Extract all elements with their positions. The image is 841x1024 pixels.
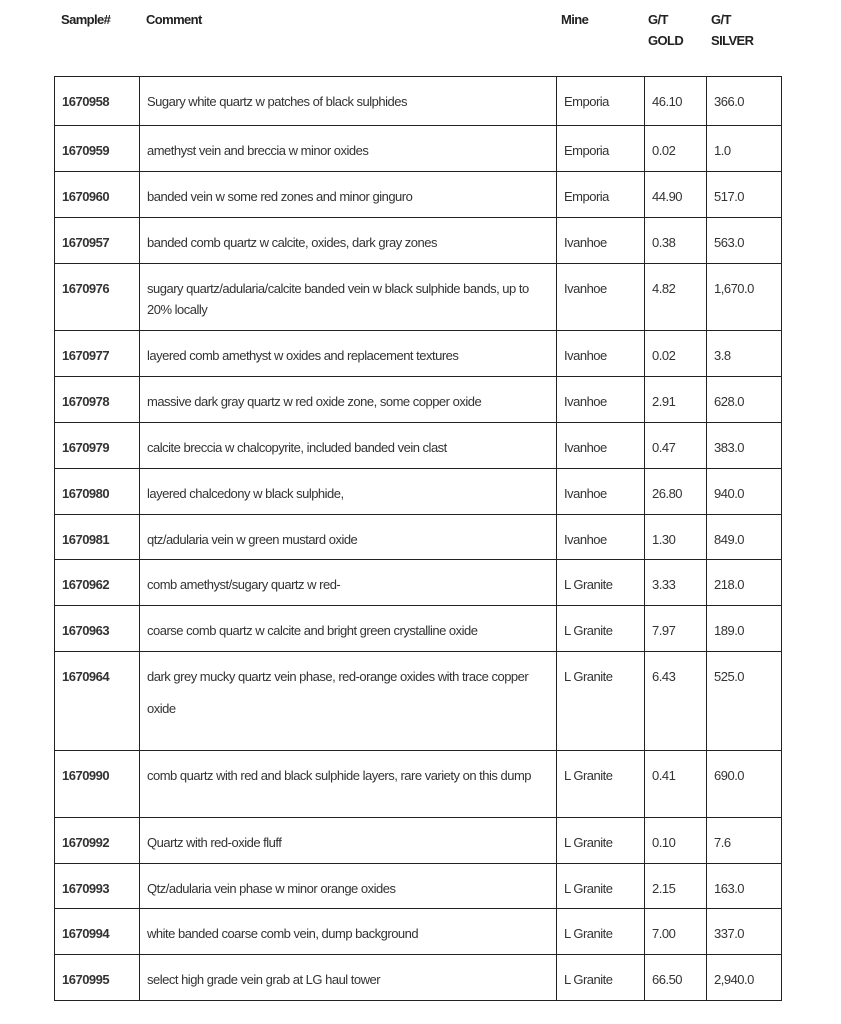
table-row xyxy=(55,909,782,955)
mine-cell: Emporia xyxy=(557,172,645,218)
silver-cell: 163.0 xyxy=(707,864,782,909)
table-row xyxy=(55,377,782,423)
comment-text: dark grey mucky quartz vein phase, red-orange oxides with trace copper xyxy=(147,669,529,684)
silver-cell: 563.0 xyxy=(707,218,782,264)
sample-cell: 1670993 xyxy=(55,864,140,909)
silver-cell: 2,940.0 xyxy=(707,955,782,1001)
silver-cell: 525.0 xyxy=(707,652,782,751)
silver-cell: 366.0 xyxy=(707,77,782,126)
sample-cell: 1670995 xyxy=(55,955,140,1001)
mine-cell: Ivanhoe xyxy=(557,218,645,264)
mine-cell: Ivanhoe xyxy=(557,515,645,560)
header-sample: Sample# xyxy=(61,12,111,27)
mine-cell: L Granite xyxy=(557,909,645,955)
silver-cell: 690.0 xyxy=(707,751,782,818)
mine-cell: Ivanhoe xyxy=(557,264,645,331)
table-row xyxy=(55,423,782,469)
table-row xyxy=(55,751,782,818)
comment-cell: sugary quartz/adularia/calcite banded vein w black sulphide bands, up to 20% locally xyxy=(140,264,557,331)
table-row xyxy=(55,606,782,652)
table-row xyxy=(55,264,782,331)
sample-cell: 1670979 xyxy=(55,423,140,469)
table-row xyxy=(55,218,782,264)
comment-cell: comb amethyst/sugary quartz w red- xyxy=(140,560,557,606)
mine-cell: Ivanhoe xyxy=(557,469,645,515)
comment-cell: coarse comb quartz w calcite and bright green crystalline oxide xyxy=(140,606,557,652)
silver-cell: 517.0 xyxy=(707,172,782,218)
gold-cell: 7.00 xyxy=(645,909,707,955)
mine-cell: L Granite xyxy=(557,751,645,818)
table-row xyxy=(55,77,782,126)
silver-cell: 940.0 xyxy=(707,469,782,515)
silver-cell: 189.0 xyxy=(707,606,782,652)
sample-cell: 1670958 xyxy=(55,77,140,126)
mine-cell: Emporia xyxy=(557,77,645,126)
comment-continuation: oxide xyxy=(147,701,176,716)
gold-cell: 0.47 xyxy=(645,423,707,469)
comment-cell: massive dark gray quartz w red oxide zone, some copper oxide xyxy=(140,377,557,423)
sample-cell: 1670960 xyxy=(55,172,140,218)
mine-cell: L Granite xyxy=(557,818,645,864)
gold-cell: 3.33 xyxy=(645,560,707,606)
comment-cell: qtz/adularia vein w green mustard oxide xyxy=(140,515,557,560)
gold-cell: 0.02 xyxy=(645,126,707,172)
silver-cell: 3.8 xyxy=(707,331,782,377)
sample-cell: 1670976 xyxy=(55,264,140,331)
gold-cell: 0.10 xyxy=(645,818,707,864)
sample-cell: 1670981 xyxy=(55,515,140,560)
header-gold xyxy=(648,9,683,51)
silver-cell: 383.0 xyxy=(707,423,782,469)
table-header xyxy=(0,0,841,76)
mine-cell: L Granite xyxy=(557,560,645,606)
header-gold-line1: G/T xyxy=(648,12,668,27)
gold-cell: 44.90 xyxy=(645,172,707,218)
comment-cell: banded comb quartz w calcite, oxides, dark gray zones xyxy=(140,218,557,264)
gold-cell: 6.43 xyxy=(645,652,707,751)
comment-cell: comb quartz with red and black sulphide layers, rare variety on this dump xyxy=(140,751,557,818)
mine-cell: L Granite xyxy=(557,606,645,652)
comment-cell: banded vein w some red zones and minor ginguro xyxy=(140,172,557,218)
header-gold-line2: GOLD xyxy=(648,33,684,48)
gold-cell: 2.91 xyxy=(645,377,707,423)
sample-cell: 1670963 xyxy=(55,606,140,652)
comment-cell: Sugary white quartz w patches of black sulphides xyxy=(140,77,557,126)
sample-cell: 1670977 xyxy=(55,331,140,377)
comment-cell: layered chalcedony w black sulphide, xyxy=(140,469,557,515)
gold-cell: 7.97 xyxy=(645,606,707,652)
header-silver-line1: G/T xyxy=(711,12,731,27)
table-row xyxy=(55,172,782,218)
comment-cell: select high grade vein grab at LG haul tower xyxy=(140,955,557,1001)
gold-cell: 26.80 xyxy=(645,469,707,515)
table-row xyxy=(55,955,782,1001)
header-comment: Comment xyxy=(146,12,202,27)
silver-cell: 337.0 xyxy=(707,909,782,955)
sample-cell: 1670964 xyxy=(55,652,140,751)
gold-cell: 66.50 xyxy=(645,955,707,1001)
comment-cell: Quartz with red-oxide fluff xyxy=(140,818,557,864)
silver-cell: 1.0 xyxy=(707,126,782,172)
sample-cell: 1670980 xyxy=(55,469,140,515)
gold-cell: 0.38 xyxy=(645,218,707,264)
mine-cell: Ivanhoe xyxy=(557,377,645,423)
table-row xyxy=(55,652,782,751)
comment-cell xyxy=(140,652,557,751)
table-row xyxy=(55,560,782,606)
table-row xyxy=(55,331,782,377)
table-row xyxy=(55,469,782,515)
silver-cell: 7.6 xyxy=(707,818,782,864)
mine-cell: L Granite xyxy=(557,955,645,1001)
sample-cell: 1670992 xyxy=(55,818,140,864)
gold-cell: 2.15 xyxy=(645,864,707,909)
comment-cell: calcite breccia w chalcopyrite, included banded vein clast xyxy=(140,423,557,469)
silver-cell: 849.0 xyxy=(707,515,782,560)
table-row xyxy=(55,126,782,172)
table-row xyxy=(55,818,782,864)
comment-cell: white banded coarse comb vein, dump background xyxy=(140,909,557,955)
header-mine: Mine xyxy=(561,12,589,27)
silver-cell: 218.0 xyxy=(707,560,782,606)
header-silver-line2: SILVER xyxy=(711,33,754,48)
gold-cell: 4.82 xyxy=(645,264,707,331)
sample-cell: 1670962 xyxy=(55,560,140,606)
gold-cell: 0.02 xyxy=(645,331,707,377)
table-row xyxy=(55,515,782,560)
table-row xyxy=(55,864,782,909)
sample-cell: 1670990 xyxy=(55,751,140,818)
gold-cell: 1.30 xyxy=(645,515,707,560)
gold-cell: 0.41 xyxy=(645,751,707,818)
mine-cell: Ivanhoe xyxy=(557,423,645,469)
mine-cell: L Granite xyxy=(557,652,645,751)
comment-cell: amethyst vein and breccia w minor oxides xyxy=(140,126,557,172)
silver-cell: 628.0 xyxy=(707,377,782,423)
sample-cell: 1670978 xyxy=(55,377,140,423)
sample-cell: 1670959 xyxy=(55,126,140,172)
mine-cell: Emporia xyxy=(557,126,645,172)
mine-cell: L Granite xyxy=(557,864,645,909)
sample-cell: 1670957 xyxy=(55,218,140,264)
silver-cell: 1,670.0 xyxy=(707,264,782,331)
mine-cell: Ivanhoe xyxy=(557,331,645,377)
comment-cell: layered comb amethyst w oxides and replacement textures xyxy=(140,331,557,377)
header-silver xyxy=(711,9,753,51)
comment-cell: Qtz/adularia vein phase w minor orange oxides xyxy=(140,864,557,909)
gold-cell: 46.10 xyxy=(645,77,707,126)
sample-cell: 1670994 xyxy=(55,909,140,955)
samples-table xyxy=(54,76,782,1001)
